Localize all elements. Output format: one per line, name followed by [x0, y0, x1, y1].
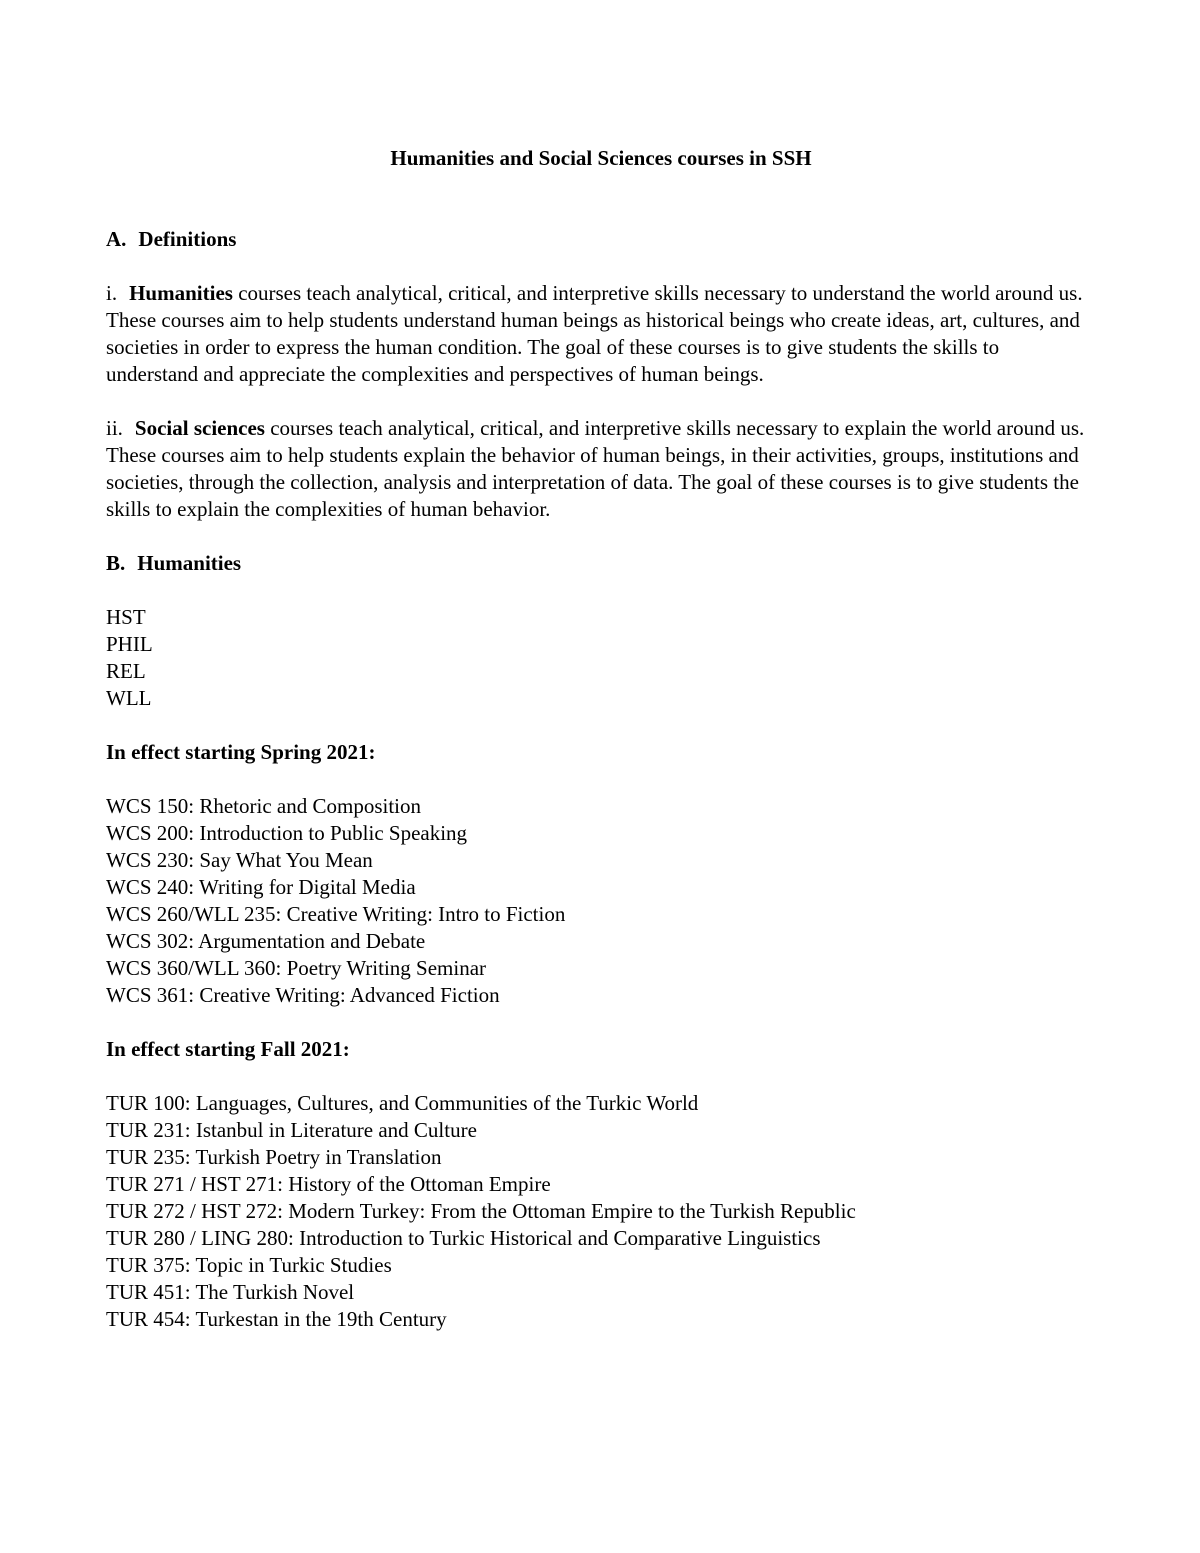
list-item: TUR 280 / LING 280: Introduction to Turkic Historical and Comparative Linguistics: [106, 1226, 821, 1250]
definition-number: ii.: [106, 416, 123, 440]
list-item: TUR 454: Turkestan in the 19th Century: [106, 1307, 447, 1331]
document-title: Humanities and Social Sciences courses in SSH: [390, 146, 812, 170]
section-a-title: Definitions: [138, 227, 237, 251]
spring-2021-heading: In effect starting Spring 2021:: [106, 740, 376, 764]
definition-term: Social sciences: [134, 416, 265, 440]
list-item: WCS 302: Argumentation and Debate: [106, 929, 426, 953]
list-item: TUR 231: Istanbul in Literature and Culture: [106, 1118, 477, 1142]
list-item: HST: [106, 605, 146, 629]
list-item: TUR 100: Languages, Cultures, and Communities of the Turkic World: [106, 1091, 699, 1115]
section-b-title: Humanities: [137, 551, 242, 575]
definition-humanities: [106, 280, 1096, 388]
spring-2021-course-list: [106, 793, 1096, 1009]
list-item: REL: [106, 659, 146, 683]
definition-term: Humanities: [129, 281, 233, 305]
list-item: TUR 235: Turkish Poetry in Translation: [106, 1145, 442, 1169]
list-item: WCS 230: Say What You Mean: [106, 848, 373, 872]
definition-social-sciences: [106, 415, 1096, 523]
section-b-heading: [106, 550, 1096, 577]
list-item: WCS 240: Writing for Digital Media: [106, 875, 416, 899]
fall-2021-course-list: [106, 1090, 1096, 1333]
definition-text: courses teach analytical, critical, and interpretive skills necessary to understand the world around us. These courses aim to help students understand human beings as historical beings who create ideas, art, cultures, and societies in order to express the human condition. The goal of these courses is to give students the skills to understand and appreciate the complexities and perspectives of human beings.: [106, 281, 1083, 386]
list-item: TUR 451: The Turkish Novel: [106, 1280, 355, 1304]
list-item: WCS 260/WLL 235: Creative Writing: Intro to Fiction: [106, 902, 566, 926]
definition-number: i.: [106, 281, 118, 305]
humanities-code-list: [106, 604, 1096, 712]
list-item: PHIL: [106, 632, 153, 656]
section-a-heading: [106, 226, 1096, 253]
fall-2021-heading: In effect starting Fall 2021:: [106, 1037, 350, 1061]
section-b-letter: B.: [106, 551, 126, 575]
list-item: WCS 150: Rhetoric and Composition: [106, 794, 421, 818]
document-page: [106, 145, 1096, 1333]
list-item: TUR 272 / HST 272: Modern Turkey: From the Ottoman Empire to the Turkish Republic: [106, 1199, 856, 1223]
list-item: WCS 360/WLL 360: Poetry Writing Seminar: [106, 956, 487, 980]
list-item: TUR 271 / HST 271: History of the Ottoman Empire: [106, 1172, 551, 1196]
list-item: WLL: [106, 686, 152, 710]
list-item: WCS 361: Creative Writing: Advanced Fiction: [106, 983, 500, 1007]
list-item: TUR 375: Topic in Turkic Studies: [106, 1253, 392, 1277]
definition-text: courses teach analytical, critical, and interpretive skills necessary to explain the world around us. These courses aim to help students explain the behavior of human beings, in their activities, groups, institutions and societies, through the collection, analysis and interpretation of data. The goal of these courses is to give students the skills to explain the complexities of human behavior.: [106, 416, 1085, 521]
section-a-letter: A.: [106, 227, 127, 251]
list-item: WCS 200: Introduction to Public Speaking: [106, 821, 468, 845]
